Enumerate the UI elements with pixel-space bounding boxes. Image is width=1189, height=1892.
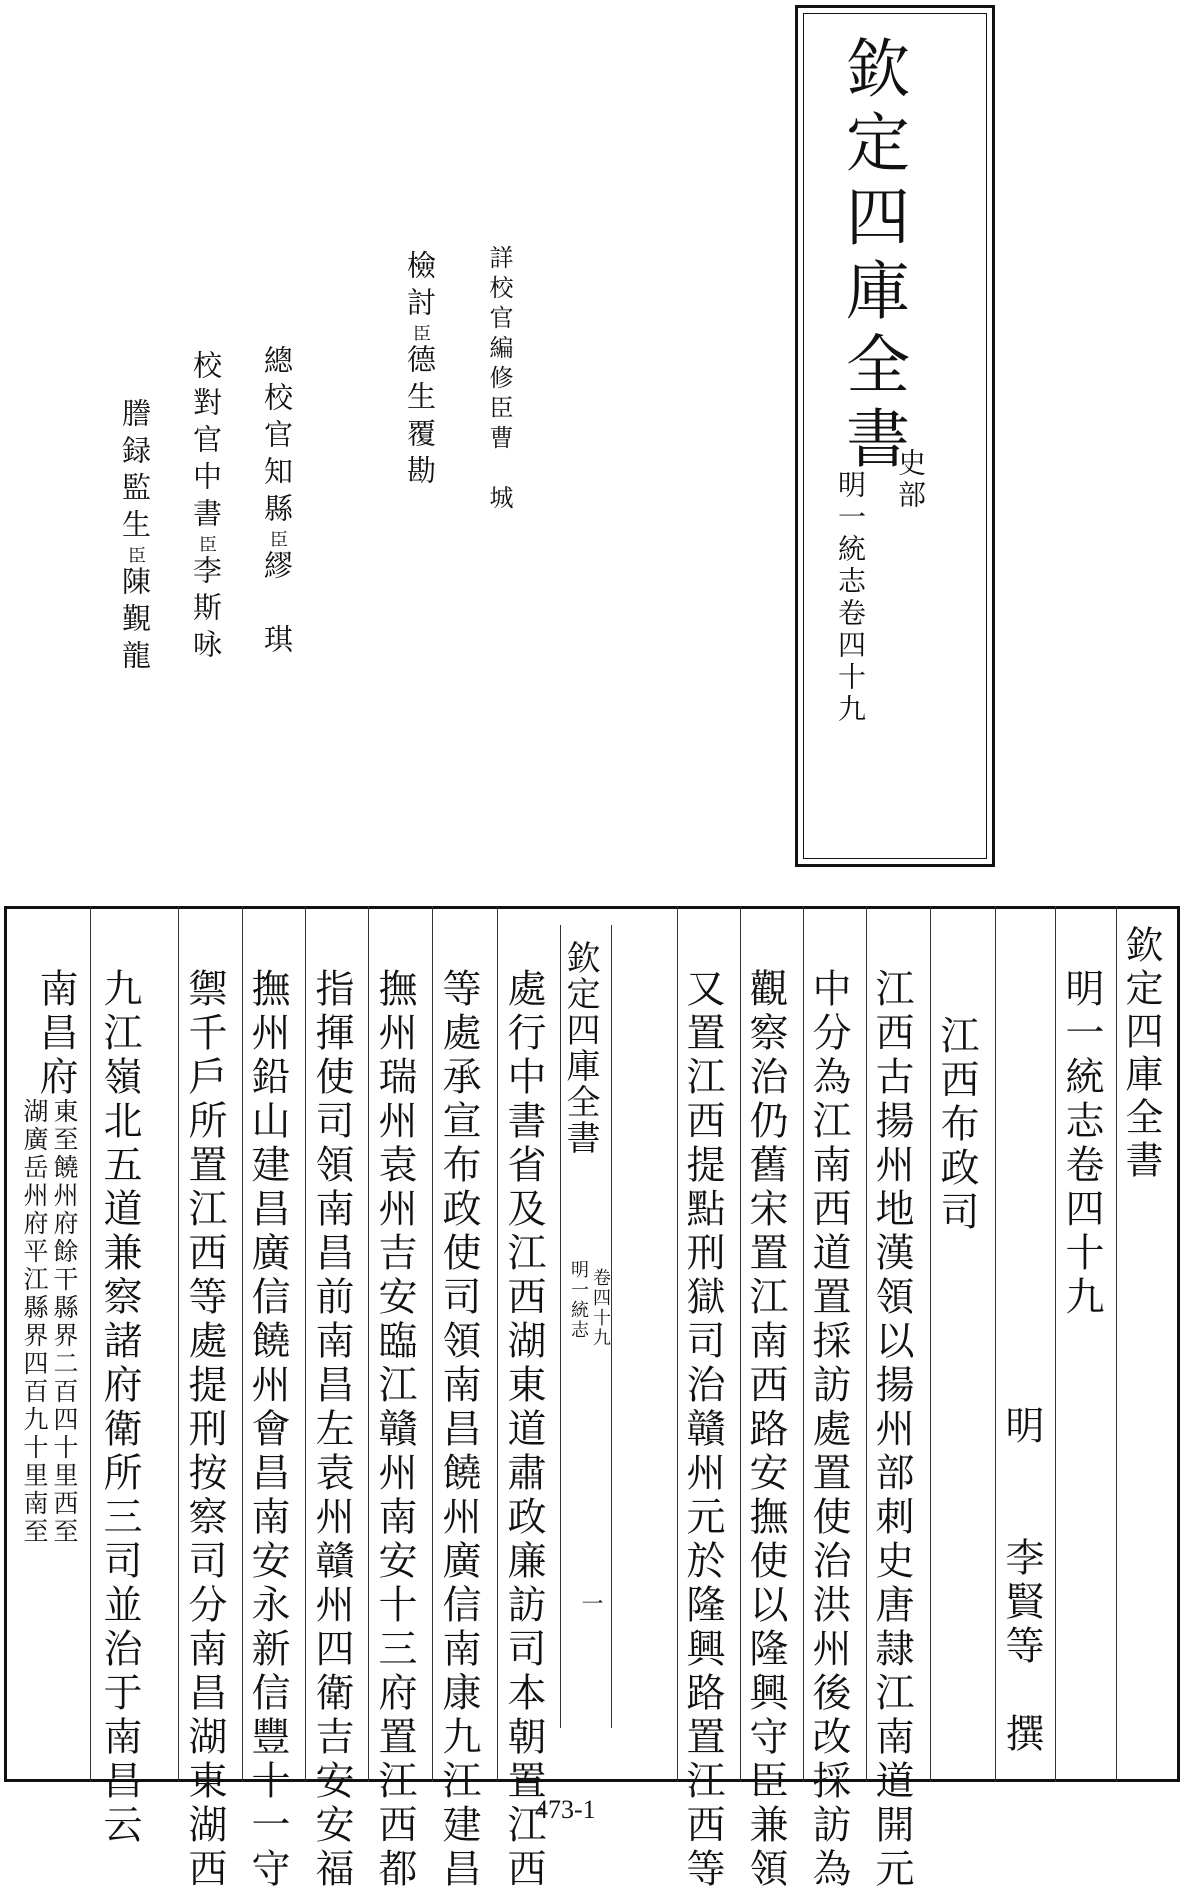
- credit-line-5: 謄録監生臣陳覲龍: [118, 398, 152, 677]
- text-column: 觀察治仍舊宋置江南西路安撫使以隆興守臣兼領: [743, 968, 788, 1892]
- spine-volume: 明一統志: [568, 1260, 589, 1340]
- column-rule: [242, 906, 243, 1782]
- book-category: 史部: [894, 448, 927, 512]
- column-rule: [995, 906, 996, 1782]
- page-number: 473-1: [535, 1795, 596, 1824]
- annotation-line-1: 東至饒州府餘干縣界二百四十里西至: [50, 1098, 79, 1546]
- text-column: 禦千戶所置江西等處提刑按察司分南昌湖東湖西: [182, 968, 227, 1892]
- column-rule: [497, 906, 498, 1782]
- text-column: 中分為江南西道置採訪處置使治洪州後改採訪為: [806, 968, 851, 1892]
- annotation-line-2: 湖廣岳州府平江縣界四百九十里南至: [20, 1098, 49, 1546]
- page-header-title: 欽定四庫全書: [1119, 925, 1163, 1183]
- column-rule: [432, 906, 433, 1782]
- credit-line-1: 詳校官編修臣曹 城: [485, 245, 513, 515]
- text-column: 等處承宣布政使司領南昌饒州廣信南康九江建昌: [436, 968, 481, 1892]
- spine-title: 欽定四庫全書: [560, 940, 600, 1156]
- text-column: 江西古揚州地漢領以揚州部刺史唐隷江南道開元: [869, 968, 914, 1892]
- entry-heading: 南昌府: [33, 968, 78, 1100]
- column-rule: [930, 906, 931, 1782]
- column-rule: [368, 906, 369, 1782]
- column-rule: [740, 906, 741, 1782]
- column-rule: [90, 906, 91, 1782]
- column-rule: [677, 906, 678, 1782]
- credit-line-3: 總校官知縣臣繆 琪: [260, 345, 294, 661]
- text-column: 九江嶺北五道兼察諸府衛所三司並治于南昌云: [97, 968, 142, 1848]
- text-column: 指揮使司領南昌前南昌左袁州贛州四衛吉安安福: [309, 968, 354, 1892]
- folio-number: 一: [578, 1592, 603, 1614]
- column-rule: [1116, 906, 1117, 1782]
- credit-line-2: 檢討臣德生覆勘: [403, 250, 437, 492]
- column-rule: [803, 906, 804, 1782]
- column-rule: [305, 906, 306, 1782]
- book-title: 欽定四庫全書: [835, 35, 909, 479]
- column-rule: [1055, 906, 1056, 1782]
- column-rule: [178, 906, 179, 1782]
- text-column: 處行中書省及江西湖東道肅政廉訪司本朝置江西: [501, 968, 546, 1892]
- chapter-heading: 明一統志卷四十九: [1059, 968, 1104, 1320]
- text-column: 撫州鉛山建昌廣信饒州會昌南安永新信豐十一守: [245, 968, 290, 1892]
- column-rule: [866, 906, 867, 1782]
- text-column: 撫州瑞州袁州吉安臨江贛州南安十三府置江西都: [372, 968, 417, 1892]
- text-column: 又置江西提點刑獄司治贛州元於隆興路置江西等: [680, 968, 725, 1892]
- spine-volume-2: 卷四十九: [590, 1268, 611, 1348]
- book-volume: 明一統志卷四十九: [834, 470, 867, 726]
- section-heading: 江西布政司: [934, 1015, 979, 1235]
- credit-line-4: 校對官中書臣李斯咏: [189, 350, 223, 666]
- author-line: 明 李賢等 撰: [999, 1405, 1044, 1757]
